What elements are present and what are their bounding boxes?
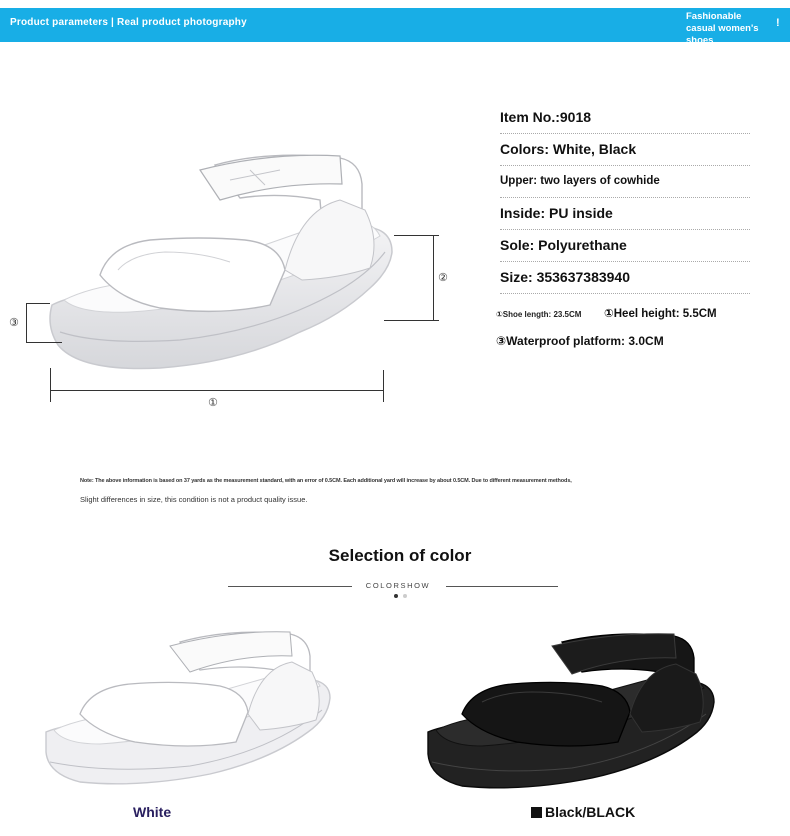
variant-name-black: Black/BLACK <box>545 804 636 820</box>
color-section-subtitle: COLORSHOW <box>365 581 431 590</box>
divider-right <box>446 586 558 587</box>
carousel-dot-active <box>394 594 398 598</box>
spec-upper: Upper: two layers of cowhide <box>500 166 750 198</box>
spec-size: Size: 353637383940 <box>500 262 750 294</box>
variant-image-black[interactable] <box>422 628 722 794</box>
spec-heel-height: ①Heel height: 5.5CM <box>604 308 717 320</box>
carousel-dot <box>403 594 407 598</box>
banner-tagline: Fashionable casual women's shoes <box>686 11 759 42</box>
variant-name-white: White <box>133 804 172 820</box>
banner-mark: ! <box>776 17 780 29</box>
heel-label: ② <box>438 272 448 284</box>
color-section-title: Selection of color <box>328 546 472 565</box>
white-sandal-variant <box>40 622 340 794</box>
header-banner <box>0 8 790 42</box>
length-label: ① <box>208 397 218 409</box>
variant-image-white[interactable] <box>40 622 340 794</box>
white-sandal-illustration <box>40 140 400 380</box>
variant-label-white[interactable] <box>133 804 171 820</box>
spec-shoe-length: ①Shoe length: 23.5CM <box>496 310 582 319</box>
platform-label: ③ <box>9 317 19 329</box>
banner-title: Product parameters | Real product photography <box>10 17 247 28</box>
size-note: Note: The above information is based on 37 yards as the measurement standard, with an error of 0.5CM. Each additional yard will increase by about 0.5CM. Due to different measurement methods, <box>80 478 572 484</box>
product-image-main <box>40 140 400 380</box>
black-swatch-icon <box>531 807 542 818</box>
spec-item-no: Item No.:9018 <box>500 102 750 134</box>
spec-colors: Colors: White, Black <box>500 134 750 166</box>
spec-sole: Sole: Polyurethane <box>500 230 750 262</box>
spec-inside: Inside: PU inside <box>500 198 750 230</box>
variant-label-black[interactable] <box>531 804 635 820</box>
spec-platform: ③Waterproof platform: 3.0CM <box>496 334 664 348</box>
black-sandal-variant <box>422 628 722 794</box>
size-note-disclaimer: Slight differences in size, this condition is not a product quality issue. <box>80 495 308 504</box>
